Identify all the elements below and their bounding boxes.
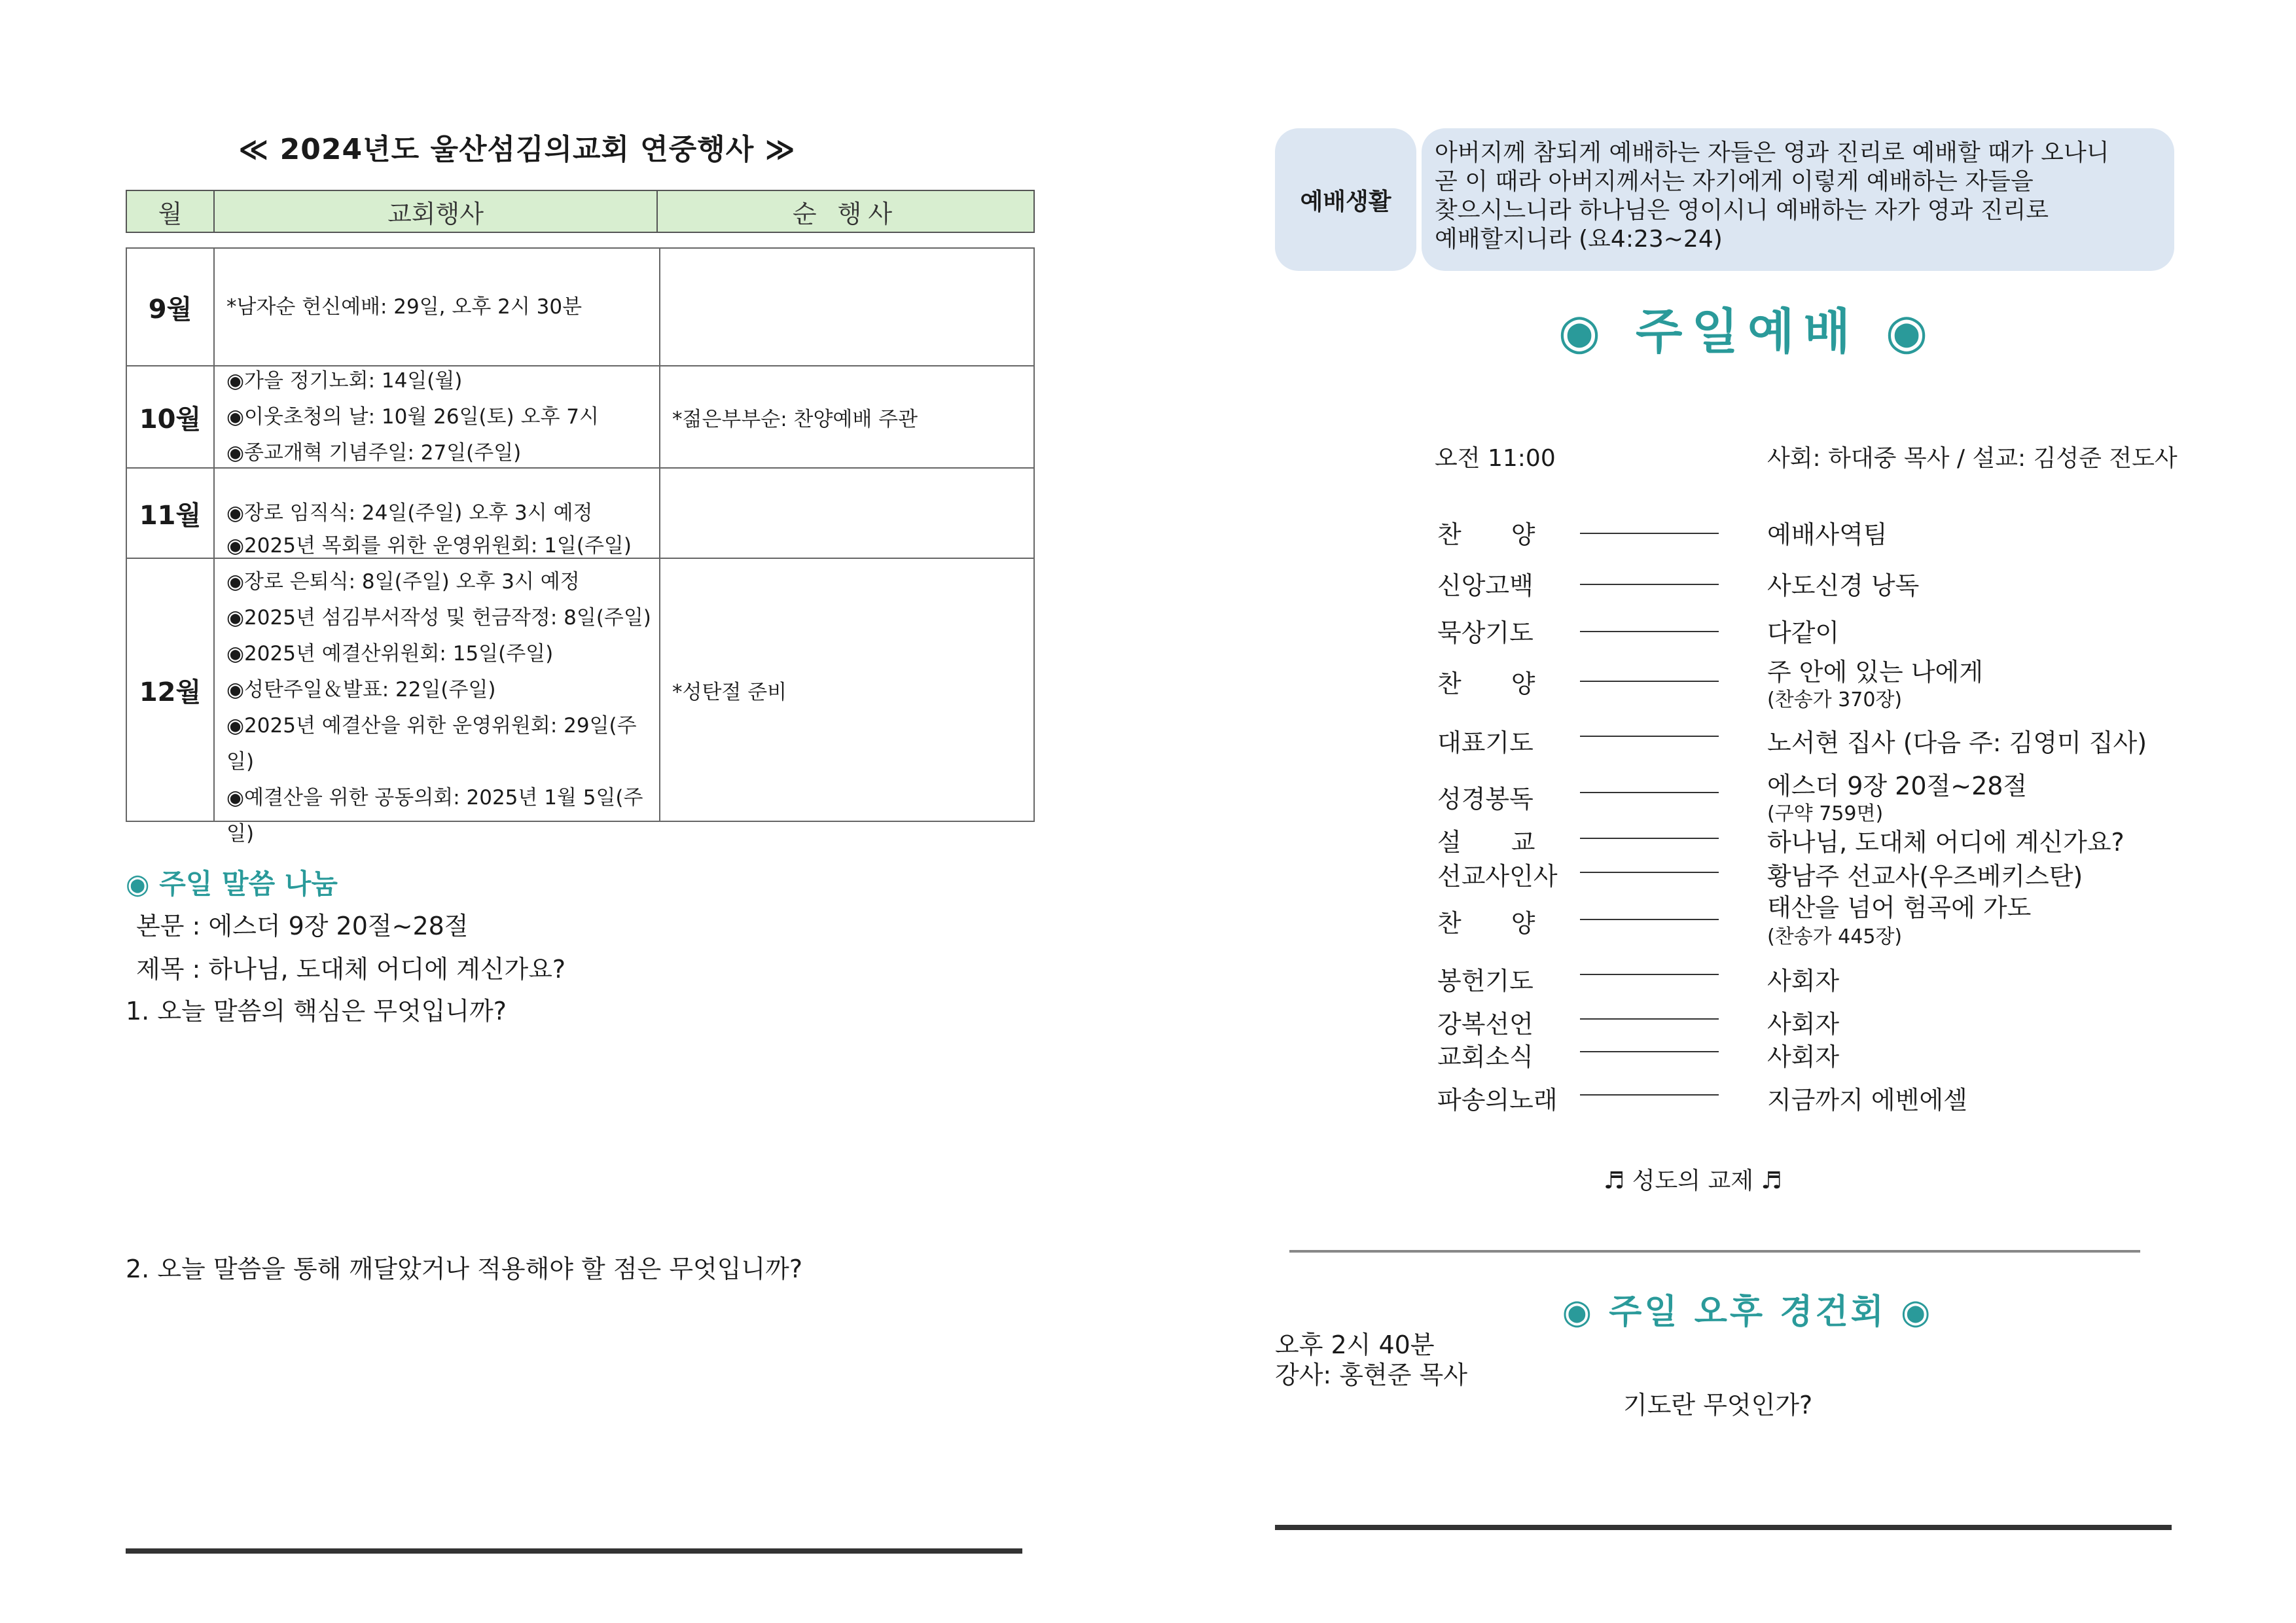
event-group: *젊은부부순: 찬양예배 주관 <box>672 407 918 431</box>
event-item: ◉2025년 섬김부서작성 및 헌금작정: 8일(주일) <box>226 605 651 630</box>
order-item-name: 선교사인사 <box>1437 862 1558 891</box>
event-month: 12월 <box>127 559 215 821</box>
order-item-name: 교회소식 <box>1437 1043 1534 1071</box>
event-item: ◉종교개혁 기념주일: 27일(주일) <box>226 440 522 465</box>
events-table-header <box>126 190 1035 233</box>
sermon-subject: 제목 : 하나님, 도대체 어디에 계신가요? <box>136 955 566 984</box>
order-item-note: (구약 759면) <box>1767 802 1884 825</box>
afternoon-service-title: ◉ 주일 오후 경건회 ◉ <box>1562 1293 1933 1332</box>
order-leader-line <box>1580 919 1719 920</box>
order-item-value: 사도신경 낭독 <box>1767 571 1920 600</box>
service-time: 오전 11:00 <box>1435 445 1556 472</box>
order-item-value: 다같이 <box>1767 618 1840 647</box>
order-item-value: 주 안에 있는 나에게 <box>1767 658 1983 687</box>
event-item: ◉이웃초청의 날: 10월 26일(토) 오후 7시 <box>226 404 599 429</box>
event-item: ◉가을 정기노회: 14일(월) <box>226 368 463 393</box>
table-row <box>127 249 1033 366</box>
table-row <box>127 533 1033 846</box>
event-items <box>215 249 660 365</box>
header-group-events: 순 행사 <box>792 199 899 228</box>
service-title: ◉ 주일예배 ◉ <box>1558 304 1937 360</box>
event-item: ◉예결산을 위한 공동의회: 2025년 1월 5일(주일) <box>226 785 643 846</box>
order-item-name: 찬 양 <box>1437 669 1535 698</box>
event-group <box>660 469 1033 558</box>
table-row <box>127 366 1033 469</box>
event-items <box>215 366 660 467</box>
event-item: ◉성탄주일＆발표: 22일(주일) <box>226 677 496 702</box>
order-leader-line <box>1580 736 1719 737</box>
event-items <box>215 533 660 846</box>
order-item-name: 대표기도 <box>1437 728 1534 757</box>
order-leader-line <box>1580 584 1719 585</box>
order-item-value: 황남주 선교사(우즈베키스탄) <box>1767 862 2083 891</box>
order-leader-line <box>1580 1094 1719 1096</box>
event-group: *성탄절 준비 <box>672 680 787 704</box>
afternoon-time: 오후 2시 40분 <box>1275 1330 1435 1359</box>
event-item: *남자순 헌신예배: 29일, 오후 2시 30분 <box>226 294 583 319</box>
question-1: 1. 오늘 말씀의 핵심은 무엇입니까? <box>126 997 507 1026</box>
service-leader: 사회: 하대중 목사 / 설교: 김성준 전도사 <box>1767 445 2178 472</box>
event-item: ◉2025년 예결산을 위한 운영위원회: 29일(주일) <box>226 713 637 774</box>
verse-line: 찾으시느니라 하나님은 영이시니 예배하는 자가 영과 진리로 <box>1435 197 2049 224</box>
verse-line: 아버지께 참되게 예배하는 자들은 영과 진리로 예배할 때가 오나니 <box>1435 139 2109 166</box>
order-leader-line <box>1580 974 1719 975</box>
order-leader-line <box>1580 1051 1719 1052</box>
order-item-name: 묵상기도 <box>1437 618 1534 647</box>
order-item-name: 찬 양 <box>1437 909 1535 938</box>
verse-line: 예배할지니라 (요4:23~24) <box>1435 226 1723 253</box>
sermon-text: 본문 : 에스더 9장 20절~28절 <box>136 912 469 940</box>
worship-life-label: 예배생활 <box>1275 128 1416 271</box>
event-item: ◉2025년 목회를 위한 운영위원회: 1일(주일) <box>226 533 632 558</box>
order-item-note: (찬송가 370장) <box>1767 688 1903 711</box>
scripture-verse-box <box>1422 128 2174 271</box>
fellowship-note: ♬ 성도의 교제 ♬ <box>1604 1168 1782 1194</box>
order-item-value: 사회자 <box>1767 1010 1840 1039</box>
order-item-value: 에스더 9장 20절~28절 <box>1767 772 2028 800</box>
question-2: 2. 오늘 말씀을 통해 깨달았거나 적용해야 할 점은 무엇입니까? <box>126 1255 803 1283</box>
header-church-events: 교회행사 <box>215 191 658 232</box>
order-item-name: 봉헌기도 <box>1437 967 1534 995</box>
event-item: ◉장로 임직식: 24일(주일) 오후 3시 예정 <box>226 501 593 525</box>
event-group <box>660 249 1033 365</box>
verse-line: 곧 이 때라 아버지께서는 자기에게 이렇게 예배하는 자들을 <box>1435 168 2034 195</box>
order-item-note: (찬송가 445장) <box>1767 925 1903 948</box>
order-item-value: 사회자 <box>1767 967 1840 995</box>
sermon-section-title: ◉ 주일 말씀 나눔 <box>126 868 338 900</box>
order-item-name: 신앙고백 <box>1437 571 1534 600</box>
event-month: 10월 <box>127 366 215 467</box>
order-item-name: 찬 양 <box>1437 520 1535 549</box>
events-table <box>126 247 1035 846</box>
order-item-value: 하나님, 도대체 어디에 계신가요? <box>1767 828 2125 857</box>
afternoon-speaker: 강사: 홍현준 목사 <box>1275 1361 1467 1389</box>
order-leader-line <box>1580 533 1719 534</box>
order-leader-line <box>1580 1018 1719 1020</box>
event-item: ◉장로 은퇴식: 8일(주일) 오후 3시 예정 <box>226 569 580 594</box>
order-item-value: 사회자 <box>1767 1043 1840 1071</box>
order-item-name: 강복선언 <box>1437 1010 1534 1039</box>
order-item-name: 설 교 <box>1437 828 1535 857</box>
order-leader-line <box>1580 872 1719 873</box>
order-item-name: 파송의노래 <box>1437 1086 1558 1115</box>
header-month: 월 <box>127 191 215 232</box>
divider <box>126 1548 1022 1554</box>
events-title: ≪ 2024년도 울산섬김의교회 연중행사 ≫ <box>238 133 796 166</box>
order-item-value: 노서현 집사 (다음 주: 김영미 집사) <box>1767 728 2147 757</box>
event-item: ◉2025년 예결산위원회: 15일(주일) <box>226 641 554 666</box>
order-item-value: 태산을 넘어 험곡에 가도 <box>1767 893 2032 922</box>
order-item-value: 예배사역팀 <box>1767 520 1888 549</box>
event-month: 9월 <box>127 249 215 365</box>
order-leader-line <box>1580 792 1719 793</box>
order-leader-line <box>1580 838 1719 839</box>
order-item-name: 성경봉독 <box>1437 785 1534 813</box>
afternoon-topic: 기도란 무엇인가? <box>1623 1391 1813 1419</box>
divider <box>1275 1525 2172 1530</box>
divider <box>1289 1250 2140 1253</box>
order-leader-line <box>1580 681 1719 682</box>
order-item-value: 지금까지 에벤에셀 <box>1767 1086 1967 1115</box>
order-leader-line <box>1580 631 1719 632</box>
event-month: 11월 <box>127 469 215 558</box>
